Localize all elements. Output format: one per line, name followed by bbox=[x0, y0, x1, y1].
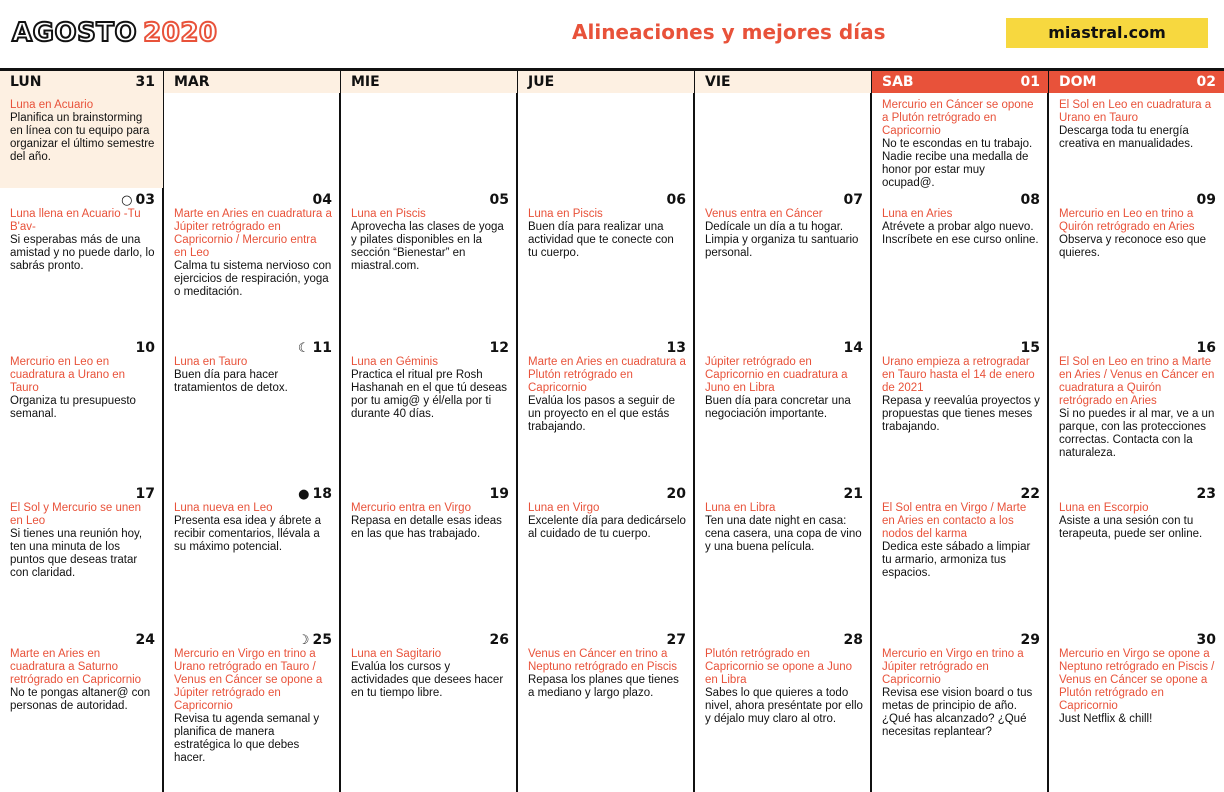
day-label: DOM bbox=[1059, 74, 1097, 90]
date-number bbox=[490, 192, 509, 208]
alignment-text: Luna en Acuario bbox=[10, 99, 94, 111]
advice-text: Atrévete a probar algo nuevo. Inscríbete en ese curso online. bbox=[882, 221, 1039, 246]
date-number bbox=[844, 340, 863, 356]
day-header-mie bbox=[341, 71, 517, 93]
alignment-text: El Sol entra en Virgo / Marte en Aries en contacto a los nodos del karma bbox=[882, 502, 1027, 540]
alignment-text: Marte en Aries en cuadratura a Júpiter retrógrado en Capricornio / Mercurio entra en Leo bbox=[174, 208, 332, 259]
advice-text: Observa y reconoce eso que quieres. bbox=[1059, 234, 1207, 259]
date-label: 12 bbox=[489, 340, 509, 356]
day-cell bbox=[695, 482, 871, 628]
date-label: 24 bbox=[135, 632, 155, 648]
advice-text: Ten una date night en casa: cena casera, una copa de vino y una buena película. bbox=[705, 515, 862, 553]
date-number bbox=[1021, 632, 1040, 648]
moon-phase-icon: ○ bbox=[121, 193, 133, 208]
day-cell bbox=[0, 93, 163, 188]
date-label: 20 bbox=[666, 486, 686, 502]
advice-text: Calma tu sistema nervioso con ejercicios de respiración, yoga o meditación. bbox=[174, 260, 332, 298]
alignment-text: Mercurio entra en Virgo bbox=[351, 502, 471, 514]
date-number bbox=[844, 632, 863, 648]
date-number bbox=[490, 632, 509, 648]
day-label: SAB bbox=[882, 74, 914, 90]
day-header-dom bbox=[1049, 71, 1224, 93]
advice-text: Evalúa los cursos y actividades que desees hacer en tu tiempo libre. bbox=[351, 661, 504, 699]
date-number bbox=[1021, 192, 1040, 208]
moon-phase-icon: ● bbox=[298, 487, 310, 502]
date-label: 14 bbox=[843, 340, 863, 356]
day-header-mar bbox=[164, 71, 340, 93]
date-number bbox=[1021, 340, 1040, 356]
day-cell bbox=[1049, 93, 1224, 188]
date-number bbox=[667, 632, 686, 648]
date-label: 27 bbox=[666, 632, 686, 648]
day-cell bbox=[695, 93, 871, 188]
date-number bbox=[1197, 192, 1216, 208]
day-cell bbox=[0, 188, 163, 336]
date-label: 17 bbox=[135, 486, 155, 502]
alignment-text: El Sol en Leo en trino a Marte en Aries / Venus en Cáncer en cuadratura a Quirón retrógrado en Aries bbox=[1059, 356, 1215, 407]
day-label: MAR bbox=[174, 74, 210, 90]
advice-text: Presenta esa idea y ábrete a recibir comentarios, llévala a su máximo potencial. bbox=[174, 515, 322, 553]
day-cell bbox=[341, 188, 517, 336]
day-label: LUN bbox=[10, 74, 42, 90]
date-label: 16 bbox=[1196, 340, 1216, 356]
day-cell bbox=[695, 188, 871, 336]
date-label: 21 bbox=[843, 486, 863, 502]
day-cell bbox=[0, 482, 163, 628]
advice-text: No te pongas altaner@ con personas de autoridad. bbox=[10, 687, 151, 712]
day-cell bbox=[518, 93, 694, 188]
day-cell bbox=[164, 93, 340, 188]
date-number bbox=[136, 632, 155, 648]
date-label: 09 bbox=[1196, 192, 1216, 208]
date-label: 25 bbox=[312, 632, 332, 648]
alignment-text: Marte en Aries en cuadratura a Saturno retrógrado en Capricornio bbox=[10, 648, 142, 686]
advice-text: Excelente día para dedicárselo al cuidado de tu cuerpo. bbox=[528, 515, 686, 540]
date-label: 30 bbox=[1196, 632, 1216, 648]
advice-text: Just Netflix & chill! bbox=[1059, 713, 1153, 725]
advice-text: Repasa y reevalúa proyectos y propuestas que tienes meses trabajando. bbox=[882, 395, 1040, 433]
day-cell bbox=[872, 93, 1048, 188]
date-label: 03 bbox=[135, 192, 155, 208]
month-title bbox=[12, 18, 218, 48]
advice-text: Dedica este sábado a limpiar tu armario, armoniza tus espacios. bbox=[882, 541, 1031, 579]
day-number: 02 bbox=[1196, 74, 1216, 90]
date-number bbox=[136, 340, 155, 356]
advice-text: Buen día para realizar una actividad que te conecte con tu cuerpo. bbox=[528, 221, 674, 259]
alignment-text: Plutón retrógrado en Capricornio se opone a Juno en Libra bbox=[705, 648, 853, 686]
advice-text: Si no puedes ir al mar, ve a un parque, con las protecciones correctas. Contacta con la naturaleza. bbox=[1059, 408, 1215, 459]
date-label: 10 bbox=[135, 340, 155, 356]
date-label: 23 bbox=[1196, 486, 1216, 502]
date-number bbox=[313, 192, 332, 208]
alignment-text: Mercurio en Virgo en trino a Júpiter retrógrado en Capricornio bbox=[882, 648, 1024, 686]
date-label: 28 bbox=[843, 632, 863, 648]
alignment-text: Mercurio en Leo en cuadratura a Urano en Tauro bbox=[10, 356, 126, 394]
month-label: AGOSTO bbox=[12, 18, 138, 48]
day-cell bbox=[518, 188, 694, 336]
alignment-text: Marte en Aries en cuadratura a Plutón retrógrado en Capricornio bbox=[528, 356, 686, 394]
advice-text: Revisa ese vision board o tus metas de principio de año. ¿Qué has alcanzado? ¿Qué necesitas replantear? bbox=[882, 687, 1033, 738]
day-cell bbox=[1049, 628, 1224, 792]
date-number bbox=[136, 486, 155, 502]
day-cell bbox=[1049, 188, 1224, 336]
alignment-text: Luna nueva en Leo bbox=[174, 502, 273, 514]
day-header-sab bbox=[872, 71, 1048, 93]
advice-text: Descarga toda tu energía creativa en manualidades. bbox=[1059, 125, 1194, 150]
day-cell bbox=[1049, 336, 1224, 482]
advice-text: Asiste a una sesión con tu terapeuta, puede ser online. bbox=[1059, 515, 1203, 540]
alignment-text: Luna en Libra bbox=[705, 502, 776, 514]
day-cell bbox=[695, 628, 871, 792]
day-cell bbox=[164, 482, 340, 628]
alignment-text: El Sol en Leo en cuadratura a Urano en Tauro bbox=[1059, 99, 1212, 124]
advice-text: Repasa los planes que tienes a mediano y largo plazo. bbox=[528, 674, 679, 699]
alignment-text: El Sol y Mercurio se unen en Leo bbox=[10, 502, 142, 527]
day-label: VIE bbox=[705, 74, 731, 90]
day-cell bbox=[164, 336, 340, 482]
alignment-text: Mercurio en Virgo se opone a Neptuno retrógrado en Piscis / Venus en Cáncer se opone a Plutón retrógrado en Capricornio bbox=[1059, 648, 1215, 712]
day-cell bbox=[164, 188, 340, 336]
day-header-jue bbox=[518, 71, 694, 93]
day-cell bbox=[341, 93, 517, 188]
date-label: 18 bbox=[312, 486, 332, 502]
advice-text: Revisa tu agenda semanal y planifica de manera estratégica lo que debes hacer. bbox=[174, 713, 320, 764]
day-number: 31 bbox=[135, 74, 155, 90]
date-number bbox=[844, 192, 863, 208]
year-label: 2020 bbox=[143, 18, 218, 48]
date-number bbox=[667, 340, 686, 356]
day-cell bbox=[164, 628, 340, 792]
day-label: MIE bbox=[351, 74, 380, 90]
page-header bbox=[0, 0, 1224, 68]
date-label: 06 bbox=[666, 192, 686, 208]
advice-text: No te escondas en tu trabajo. Nadie recibe una medalla de honor por estar muy ocupad@. bbox=[882, 138, 1033, 189]
advice-text: Sabes lo que quieres a todo nivel, ahora preséntate por ello y déjalo muy claro al otro. bbox=[705, 687, 863, 725]
date-number bbox=[667, 486, 686, 502]
calendar-grid bbox=[0, 68, 1224, 792]
date-label: 08 bbox=[1020, 192, 1040, 208]
alignment-text: Luna en Piscis bbox=[528, 208, 603, 220]
date-number bbox=[667, 192, 686, 208]
advice-text: Si esperabas más de una amistad y no puede darlo, lo sabrás pronto. bbox=[10, 234, 155, 272]
alignment-text: Mercurio en Cáncer se opone a Plutón retrógrado en Capricornio bbox=[882, 99, 1034, 137]
alignment-text: Venus entra en Cáncer bbox=[705, 208, 823, 220]
day-cell bbox=[872, 628, 1048, 792]
day-header-vie bbox=[695, 71, 871, 93]
advice-text: Si tienes una reunión hoy, ten una minuta de los puntos que deseas tratar con claridad. bbox=[10, 528, 143, 579]
alignment-text: Luna en Piscis bbox=[351, 208, 426, 220]
alignment-text: Júpiter retrógrado en Capricornio en cuadratura a Juno en Libra bbox=[705, 356, 848, 394]
alignment-text: Mercurio en Virgo en trino a Urano retrógrado en Tauro / Venus en Cáncer se opone a Júpiter retrógrado en Capricornio bbox=[174, 648, 323, 712]
alignment-text: Luna en Géminis bbox=[351, 356, 438, 368]
alignment-text: Luna en Aries bbox=[882, 208, 953, 220]
date-number bbox=[298, 486, 332, 502]
day-cell bbox=[341, 628, 517, 792]
date-number bbox=[1197, 340, 1216, 356]
advice-text: Planifica un brainstorming en línea con tu equipo para organizar el último semestre del año. bbox=[10, 112, 155, 163]
day-cell bbox=[518, 336, 694, 482]
date-number bbox=[490, 340, 509, 356]
date-label: 15 bbox=[1020, 340, 1040, 356]
day-cell bbox=[518, 628, 694, 792]
day-cell bbox=[1049, 482, 1224, 628]
date-label: 22 bbox=[1020, 486, 1040, 502]
day-header-lun bbox=[0, 71, 163, 93]
date-number bbox=[121, 192, 155, 208]
day-cell bbox=[341, 482, 517, 628]
date-label: 11 bbox=[312, 340, 332, 356]
alignment-text: Luna en Escorpio bbox=[1059, 502, 1149, 514]
alignment-text: Venus en Cáncer en trino a Neptuno retrógrado en Piscis bbox=[528, 648, 677, 673]
date-label: 04 bbox=[312, 192, 332, 208]
day-cell bbox=[518, 482, 694, 628]
day-label: JUE bbox=[528, 74, 555, 90]
moon-phase-icon: ☾ bbox=[297, 341, 310, 356]
advice-text: Repasa en detalle esas ideas en las que has trabajado. bbox=[351, 515, 502, 540]
day-number: 01 bbox=[1020, 74, 1040, 90]
date-number bbox=[1021, 486, 1040, 502]
date-label: 19 bbox=[489, 486, 509, 502]
advice-text: Evalúa los pasos a seguir de un proyecto en el que estás trabajando. bbox=[528, 395, 676, 433]
alignment-text: Luna en Tauro bbox=[174, 356, 248, 368]
day-cell bbox=[0, 628, 163, 792]
day-cell bbox=[695, 336, 871, 482]
day-cell bbox=[0, 336, 163, 482]
alignment-text: Luna llena en Acuario -Tu B'av- bbox=[10, 208, 141, 233]
moon-phase-icon: ☽ bbox=[297, 633, 310, 648]
date-number bbox=[844, 486, 863, 502]
date-label: 05 bbox=[489, 192, 509, 208]
advice-text: Organiza tu presupuesto semanal. bbox=[10, 395, 136, 420]
day-cell bbox=[872, 482, 1048, 628]
alignment-text: Mercurio en Leo en trino a Quirón retrógrado en Aries bbox=[1059, 208, 1195, 233]
day-cell bbox=[341, 336, 517, 482]
advice-text: Aprovecha las clases de yoga y pilates disponibles en la sección “Bienestar” en miastral.com. bbox=[351, 221, 504, 272]
day-cell bbox=[872, 336, 1048, 482]
date-label: 07 bbox=[843, 192, 863, 208]
date-label: 26 bbox=[489, 632, 509, 648]
advice-text: Buen día para hacer tratamientos de detox. bbox=[174, 369, 288, 394]
date-number bbox=[1197, 632, 1216, 648]
advice-text: Dedícale un día a tu hogar. Limpia y organiza tu santuario personal. bbox=[705, 221, 859, 259]
date-number bbox=[1197, 486, 1216, 502]
alignment-text: Luna en Virgo bbox=[528, 502, 600, 514]
date-number bbox=[298, 632, 332, 648]
date-label: 13 bbox=[666, 340, 686, 356]
advice-text: Practica el ritual pre Rosh Hashanah en el que tú deseas por tu amig@ y él/ella por ti durante 40 días. bbox=[351, 369, 508, 420]
date-number bbox=[490, 486, 509, 502]
alignment-text: Urano empieza a retrogradar en Tauro hasta el 14 de enero de 2021 bbox=[882, 356, 1035, 394]
date-label: 29 bbox=[1020, 632, 1040, 648]
site-link[interactable]: miastral.com bbox=[1006, 18, 1208, 48]
page-subtitle: Alineaciones y mejores días bbox=[572, 20, 886, 44]
alignment-text: Luna en Sagitario bbox=[351, 648, 442, 660]
day-cell bbox=[872, 188, 1048, 336]
date-number bbox=[298, 340, 332, 356]
advice-text: Buen día para concretar una negociación importante. bbox=[705, 395, 851, 420]
